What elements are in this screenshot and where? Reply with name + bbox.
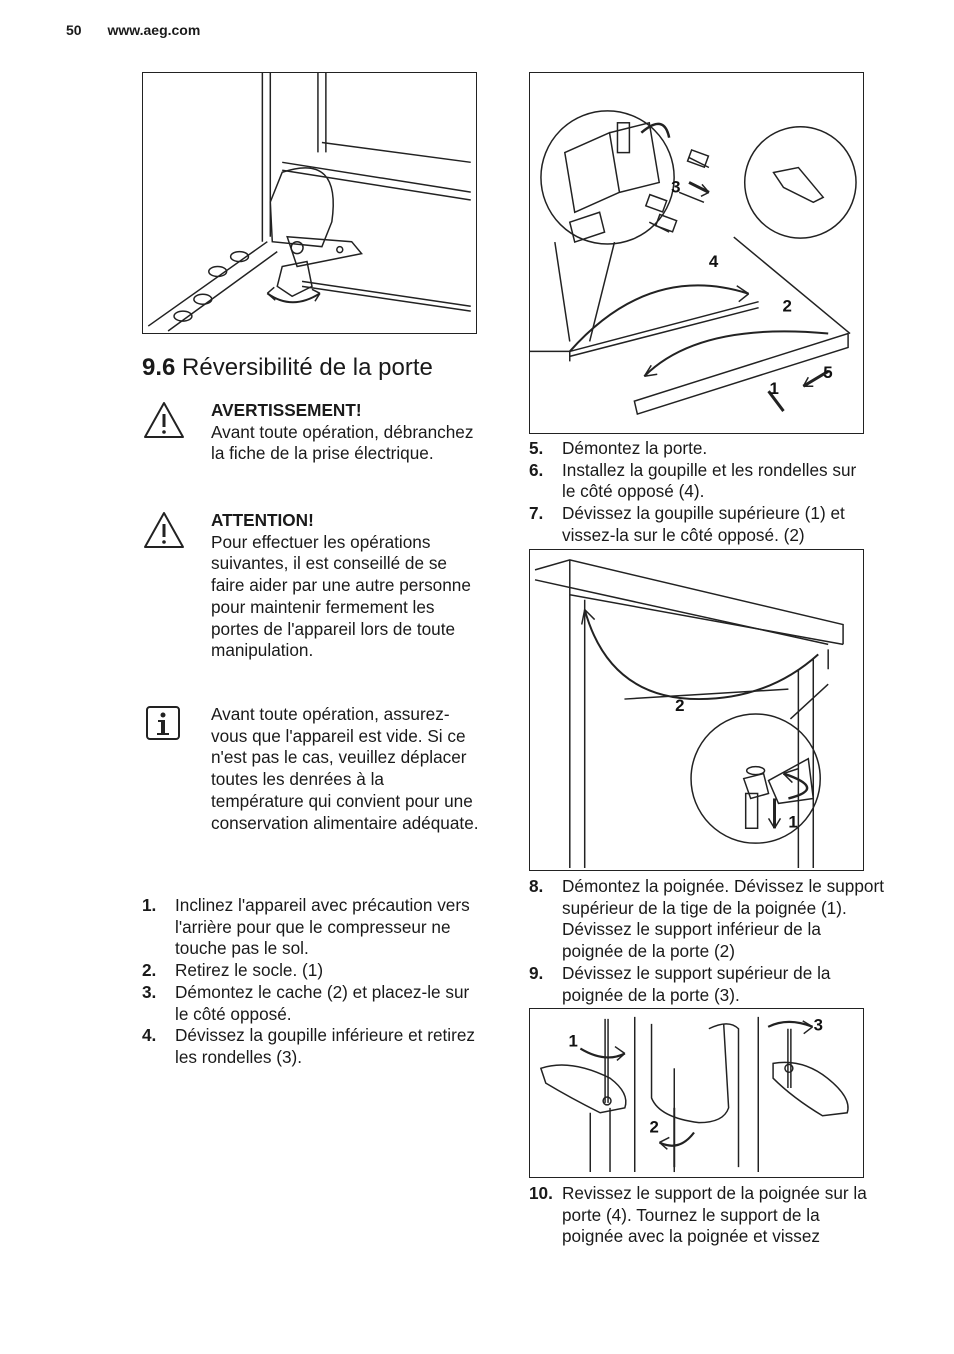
list-item xyxy=(142,1025,477,1068)
notice-label: ATTENTION! xyxy=(211,510,314,530)
list-item xyxy=(529,503,874,546)
figure-label: 4 xyxy=(708,251,719,271)
figure-label: 1 xyxy=(769,379,779,399)
step-text: Installez la goupille et les rondelles sur le côté opposé (4). xyxy=(562,459,857,502)
step-text: Démontez la porte. xyxy=(562,438,708,458)
step-number: 9. xyxy=(529,962,544,983)
list-item xyxy=(529,460,874,503)
bottom-hinge-illustration xyxy=(143,73,476,333)
figure-label: 3 xyxy=(671,177,681,197)
step-number: 7. xyxy=(529,503,544,524)
step-text: Dévissez la goupille inférieure et retirez les rondelles (3). xyxy=(175,1025,475,1067)
step-text: Retirez le socle. (1) xyxy=(175,960,324,981)
figure-label: 2 xyxy=(675,695,685,715)
handle-removal-illustration xyxy=(530,1009,863,1177)
step-number: 3. xyxy=(142,981,157,1002)
step-number: 5. xyxy=(529,438,544,458)
notice-text: Avant toute opération, assurez-vous que l'appareil est vide. Si ce n'est pas le cas, veuillez déplacer toutes les denrées à la température qui convient pour une conservation alimentaire adéquate. xyxy=(211,704,479,833)
step-text: Inclinez l'appareil avec précaution vers l'arrière pour que le compresseur ne touche pas le sol. xyxy=(175,895,470,959)
door-removal-illustration xyxy=(530,73,863,433)
section-title xyxy=(142,354,433,382)
steps-list-left xyxy=(142,895,477,1069)
step-number: 6. xyxy=(529,459,544,480)
step-text: Revissez le support de la poignée sur la porte (4). Tournez le support de la poignée avec la poignée et vissez xyxy=(562,1183,867,1247)
warning-icon xyxy=(142,510,186,550)
notice-text: Pour effectuer les opérations suivantes, il est conseillé de se faire aider par une autre personne pour maintenir fermement les portes de l'appareil lors de toute manipulation. xyxy=(211,531,471,661)
notice-body xyxy=(211,510,481,662)
warning-icon xyxy=(142,400,186,440)
figure-top-hinge xyxy=(529,549,864,871)
section-title-text: Réversibilité de la porte xyxy=(182,354,433,381)
list-item xyxy=(142,960,477,982)
top-hinge-illustration xyxy=(530,550,863,870)
notice-body xyxy=(211,400,481,465)
figure-label: 2 xyxy=(649,1117,659,1137)
notice-text: Avant toute opération, débranchez la fiche de la prise électrique. xyxy=(211,421,474,464)
figure-label: 1 xyxy=(788,812,798,832)
warning-notice xyxy=(142,400,482,490)
list-item xyxy=(529,438,874,460)
steps-list-right-c xyxy=(529,1183,884,1248)
list-item xyxy=(142,895,477,960)
notice-label: AVERTISSEMENT! xyxy=(211,400,362,420)
step-number: 2. xyxy=(142,960,157,981)
notice-body xyxy=(211,704,481,834)
figure-label: 3 xyxy=(813,1015,823,1035)
figure-label: 2 xyxy=(782,296,792,316)
step-text: Dévissez le support supérieur de la poignée de la porte (3). xyxy=(562,962,831,1005)
step-text: Dévissez la goupille supérieure (1) et vissez-la sur le côté opposé. (2) xyxy=(562,503,845,545)
steps-list-right-a xyxy=(529,438,874,547)
info-icon xyxy=(142,704,186,744)
step-number: 1. xyxy=(142,895,157,915)
steps-list-right-b xyxy=(529,876,884,1006)
info-notice xyxy=(142,704,482,884)
page-header xyxy=(66,22,222,38)
list-item xyxy=(142,982,477,1025)
list-item xyxy=(529,963,884,1006)
step-text: Démontez le cache (2) et placez-le sur le côté opposé. xyxy=(175,981,470,1024)
step-number: 8. xyxy=(529,876,544,896)
figure-bottom-hinge xyxy=(142,72,477,334)
figure-handle-removal xyxy=(529,1008,864,1178)
list-item xyxy=(529,876,884,963)
figure-label: 5 xyxy=(823,363,833,383)
figure-door-removal xyxy=(529,72,864,434)
figure-label: 1 xyxy=(568,1031,578,1051)
step-number: 10. xyxy=(529,1183,553,1203)
page-number: 50 xyxy=(66,22,82,38)
step-number: 4. xyxy=(142,1025,157,1046)
attention-notice xyxy=(142,510,482,690)
section-number: 9.6 xyxy=(142,354,176,381)
step-text: Démontez la poignée. Dévissez le support supérieur de la tige de la poignée (1). Dévissez le support inférieur de la poignée de la porte (2) xyxy=(562,876,884,962)
site-url: www.aeg.com xyxy=(107,22,201,38)
list-item xyxy=(529,1183,884,1248)
